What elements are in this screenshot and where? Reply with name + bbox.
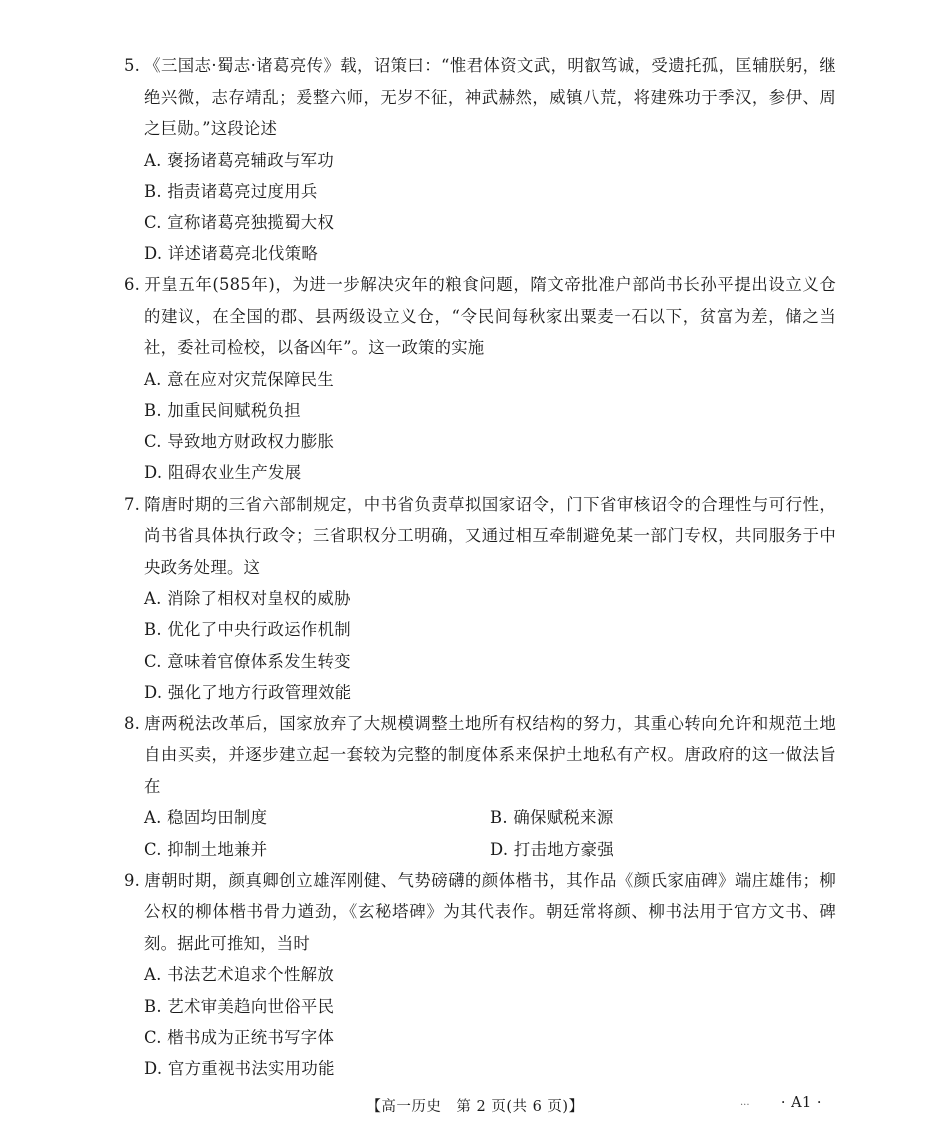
- question-7: [124, 489, 836, 708]
- question-text: 隋唐时期的三省六部制规定，中书省负责草拟国家诏令，门下省审核诏令的合理性与可行性，尚书省具体执行政令；三省职权分工明确，又通过相互牵制避免某一部门专权，共同服务于中央政务处理。这: [144, 494, 836, 577]
- option-d: D. 强化了地方行政管理效能: [144, 682, 352, 702]
- question-stem: [124, 50, 836, 145]
- option-d: D. 详述诸葛亮北伐策略: [144, 244, 319, 264]
- question-number: 8.: [124, 713, 141, 733]
- exam-version-label: · A1 ·: [780, 1095, 822, 1111]
- option-row: [144, 834, 836, 865]
- option-list: [124, 802, 836, 864]
- question-number: 5.: [124, 56, 141, 75]
- question-number: 9.: [124, 870, 141, 890]
- option-d: D. 阻碍农业生产发展: [144, 463, 302, 483]
- option-d: D. 官方重视书法实用功能: [144, 1058, 335, 1078]
- question-8: [124, 708, 836, 865]
- option-a: A. 书法艺术追求个性解放: [144, 965, 335, 985]
- question-stem: [124, 489, 836, 584]
- option-a: A. 褒扬诸葛亮辅政与军功: [144, 150, 335, 170]
- option-b: B. 指责诸葛亮过度用兵: [144, 181, 318, 201]
- option-list: [124, 583, 836, 708]
- option-list: [124, 364, 836, 489]
- option-c: C. 意味着官僚体系发生转变: [144, 651, 351, 671]
- page-footer: [0, 1095, 950, 1119]
- option-d: D. 打击地方豪强: [490, 839, 615, 859]
- option-b: B. 确保赋税来源: [490, 808, 614, 828]
- option-a: A. 稳固均田制度: [144, 808, 268, 828]
- option-c: C. 宣称诸葛亮独揽蜀大权: [144, 212, 335, 232]
- option-a: A. 意在应对灾荒保障民生: [144, 369, 335, 389]
- option-row: [144, 802, 836, 833]
- option-c: C. 抑制土地兼并: [144, 839, 268, 859]
- question-text: 唐朝时期，颜真卿创立雄浑刚健、气势磅礴的颜体楷书，其作品《颜氏家庙碑》端庄雄伟；柳公权的柳体楷书骨力遒劲，《玄秘塔碑》为其代表作。朝廷常将颜、柳书法用于官方文书、碑刻。据此可推知，当时: [144, 870, 836, 953]
- question-stem: [124, 708, 836, 803]
- question-stem: [124, 269, 836, 364]
- question-6: [124, 269, 836, 488]
- question-text: 唐两税法改革后，国家放弃了大规模调整土地所有权结构的努力，其重心转向允许和规范土地自由买卖，并逐步建立起一套较为完整的制度体系来保护土地私有产权。唐政府的这一做法旨在: [144, 713, 836, 796]
- question-text: 开皇五年(585年)，为进一步解决灾年的粮食问题，隋文帝批准户部尚书长孙平提出设立义仓的建议，在全国的郡、县两级设立义仓，“令民间每秋家出粟麦一石以下，贫富为差，储之当社，委社司检校，以备凶年”。这一政策的实施: [144, 275, 836, 358]
- exam-page: [124, 50, 836, 1084]
- option-list: [124, 145, 836, 270]
- question-text: 《三国志·蜀志·诸葛亮传》载，诏策曰：“惟君体资文武，明叡笃诚，受遗托孤，匡辅朕躬，继绝兴微，志存靖乱；爰整六师，无岁不征，神武赫然，威镇八荒，将建殊功于季汉，参伊、周之巨勋。”这段论述: [144, 56, 836, 138]
- option-c: C. 导致地方财政权力膨胀: [144, 432, 335, 452]
- option-b: B. 加重民间赋税负担: [144, 401, 301, 421]
- option-b: B. 艺术审美趋向世俗平民: [144, 996, 335, 1016]
- option-list: [124, 959, 836, 1084]
- option-b: B. 优化了中央行政运作机制: [144, 620, 351, 640]
- question-stem: [124, 865, 836, 960]
- option-c: C. 楷书成为正统书写字体: [144, 1027, 335, 1047]
- question-number: 7.: [124, 494, 141, 514]
- question-5: [124, 50, 836, 269]
- footer-dots: ...: [740, 1097, 750, 1108]
- question-9: [124, 865, 836, 1084]
- option-a: A. 消除了相权对皇权的威胁: [144, 589, 351, 609]
- page-number-label: 【高一历史 第 2 页(共 6 页)】: [366, 1099, 584, 1115]
- question-number: 6.: [124, 275, 141, 295]
